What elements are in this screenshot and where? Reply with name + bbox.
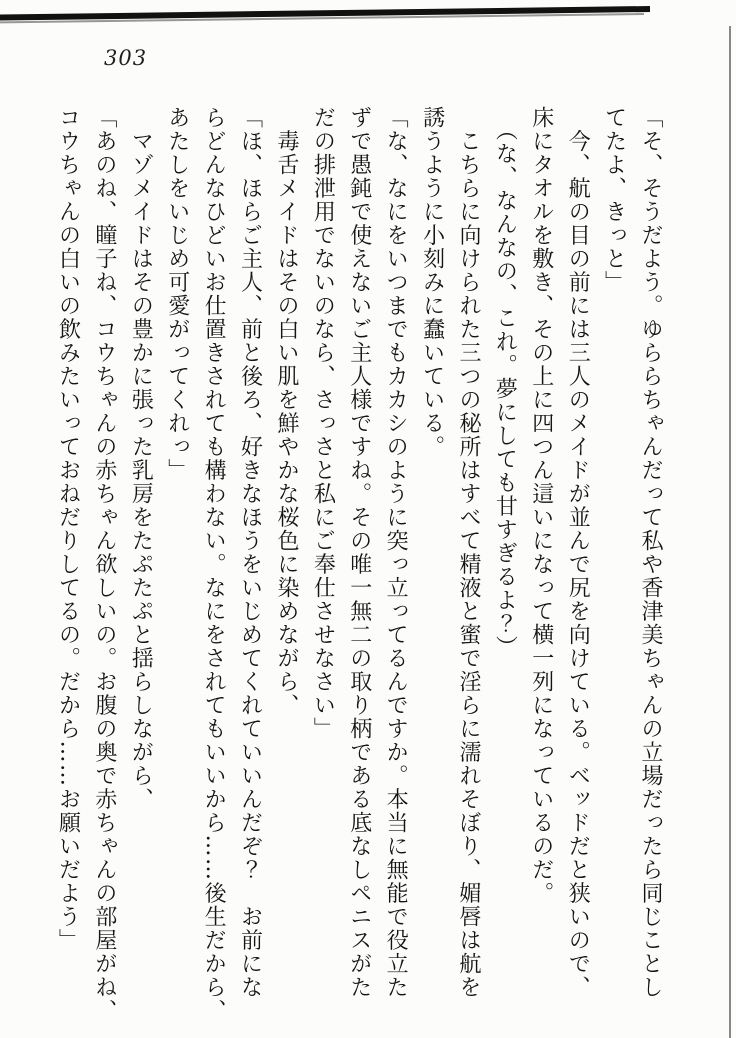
page-number: 303: [104, 46, 148, 70]
text-column: 毒舌メイドはその白い肌を鮮やかな桜色に染めながら、: [273, 106, 299, 717]
page-edge-line: [729, 26, 731, 1038]
text-column: マゾメイドはその豊かに張った乳房をたぷたぷと揺らしながら、: [128, 106, 154, 811]
text-column: だの排泄用でないのなら、さっさと私にご奉仕させなさい」: [310, 106, 336, 741]
text-column: 今、航の目の前には三人のメイドが並んで尻を向けている。ベッドだと狭いので、: [565, 106, 591, 999]
text-column: こちらに向けられた三つの秘所はすべて精液と蜜で淫らに濡れそぼり、媚唇は航を: [455, 106, 481, 999]
text-column: てたよ、きっと」: [601, 106, 627, 294]
text-column: 「あのね、瞳子ね、コウちゃんの赤ちゃん欲しいの。お腹の奥で赤ちゃんの部屋がね、: [91, 106, 117, 1023]
vertical-text-block: [49, 106, 668, 1028]
text-column: らどんなひどいお仕置きされても構わない。なにをされてもいいから……後生だから、: [201, 106, 227, 1023]
text-column: あたしをいじめ可愛がってくれっ」: [164, 106, 190, 482]
text-column: ずで愚鈍で使えないご主人様ですね。その唯一無二の取り柄である底なしペニスがた: [346, 106, 372, 999]
text-column: 「ほ、ほらご主人、前と後ろ、好きなほうをいじめてくれていいんだぞ？ お前にな: [237, 106, 263, 999]
text-column: コウちゃんの白いの飲みたいっておねだりしてるの。だから……お願いだよう」: [55, 106, 81, 952]
text-column: 「な、なにをいつまでもカカシのように突っ立ってるんですか。本当に無能で役立た: [383, 106, 409, 999]
text-column: 誘うように小刻みに蠢いている。: [419, 106, 445, 459]
text-column: 床にタオルを敷き、その上に四つん這いになって横一列になっているのだ。: [528, 106, 554, 905]
text-column: （な、なんなの、これ。夢にしても甘すぎるよ？）: [492, 106, 518, 659]
text-column: 「そ、そうだよう。ゆららちゃんだって私や香津美ちゃんの立場だったら同じことし: [638, 106, 663, 999]
